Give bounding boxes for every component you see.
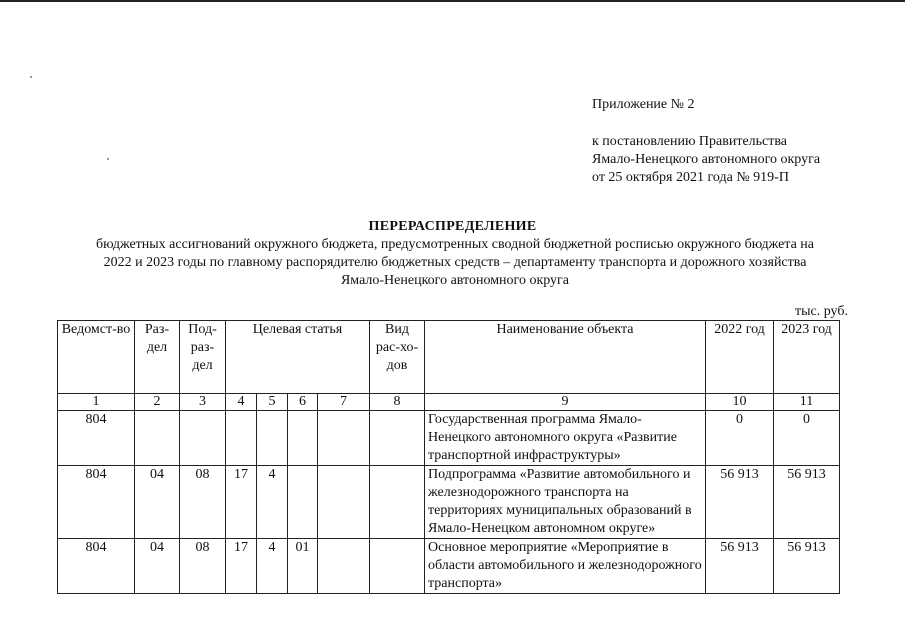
table-header-row (58, 321, 840, 394)
budget-table (57, 320, 840, 594)
cell-2022: 56 913 (706, 466, 774, 539)
cell-celevaya-4 (318, 539, 370, 594)
cell-vid-rashodov (370, 466, 425, 539)
cell-name: Подпрограмма «Развитие автомобильного и железнодорожного транспорта на территориях муниципальных образований в Ямало-Ненецком автономном округе» (425, 466, 706, 539)
cell-celevaya-2: 4 (257, 539, 288, 594)
column-number: 1 (58, 394, 135, 411)
table-row (58, 411, 840, 466)
cell-name: Государственная программа Ямало-Ненецкого автономного округа «Развитие транспортной инфраструктуры» (425, 411, 706, 466)
column-number: 11 (774, 394, 840, 411)
cell-vedomstvo: 804 (58, 411, 135, 466)
column-number: 10 (706, 394, 774, 411)
cell-vid-rashodov (370, 411, 425, 466)
header-vedomstvo: Ведомст-во (58, 321, 135, 394)
table-row (58, 466, 840, 539)
cell-name: Основное мероприятие «Мероприятие в области автомобильного и железнодорожного транспорта» (425, 539, 706, 594)
cell-celevaya-2 (257, 411, 288, 466)
header-vid-rashodov: Вид рас-хо-дов (370, 321, 425, 394)
cell-podrazdel: 08 (180, 466, 226, 539)
cell-celevaya-3: 01 (288, 539, 318, 594)
cell-razdel (135, 411, 180, 466)
header-razdel: Раз-дел (135, 321, 180, 394)
header-celevaya-statya: Целевая статья (226, 321, 370, 394)
column-number: 4 (226, 394, 257, 411)
cell-celevaya-1: 17 (226, 539, 257, 594)
subtitle-line: бюджетных ассигнований окружного бюджета, предусмотренных сводной бюджетной росписью окружного бюджета на (95, 237, 815, 252)
cell-2022: 56 913 (706, 539, 774, 594)
cell-vid-rashodov (370, 539, 425, 594)
subtitle-line: Ямало-Ненецкого автономного округа (340, 273, 570, 288)
column-number: 3 (180, 394, 226, 411)
cell-2023: 56 913 (774, 539, 840, 594)
column-number: 8 (370, 394, 425, 411)
annex-line: к постановлению Правительства (592, 134, 788, 149)
document-subtitle (40, 236, 870, 290)
units-label: тыс. руб. (795, 304, 848, 319)
cell-razdel: 04 (135, 539, 180, 594)
cell-podrazdel: 08 (180, 539, 226, 594)
subtitle-line: 2022 и 2023 годы по главному распорядителю бюджетных средств – департаменту транспорта и дорожного хозяйства (103, 255, 807, 270)
column-number: 9 (425, 394, 706, 411)
scan-speck (107, 158, 109, 160)
column-number: 2 (135, 394, 180, 411)
cell-celevaya-3 (288, 411, 318, 466)
cell-celevaya-2: 4 (257, 466, 288, 539)
cell-celevaya-1 (226, 411, 257, 466)
cell-2023: 0 (774, 411, 840, 466)
annex-line: от 25 октября 2021 года № 919-П (592, 170, 789, 185)
cell-2022: 0 (706, 411, 774, 466)
cell-celevaya-3 (288, 466, 318, 539)
cell-celevaya-4 (318, 466, 370, 539)
header-name: Наименование объекта (425, 321, 706, 394)
column-number-row (58, 394, 840, 411)
cell-celevaya-1: 17 (226, 466, 257, 539)
cell-podrazdel (180, 411, 226, 466)
cell-vedomstvo: 804 (58, 539, 135, 594)
column-number: 6 (288, 394, 318, 411)
cell-2023: 56 913 (774, 466, 840, 539)
column-number: 5 (257, 394, 288, 411)
scan-speck (30, 76, 32, 78)
annex-line: Ямало-Ненецкого автономного округа (592, 152, 821, 167)
cell-razdel: 04 (135, 466, 180, 539)
cell-vedomstvo: 804 (58, 466, 135, 539)
annex-title: Приложение № 2 (592, 97, 695, 112)
header-2023: 2023 год (774, 321, 840, 394)
header-2022: 2022 год (706, 321, 774, 394)
page-top-border (0, 0, 905, 2)
column-number: 7 (318, 394, 370, 411)
table-row (58, 539, 840, 594)
cell-celevaya-4 (318, 411, 370, 466)
document-title: ПЕРЕРАСПРЕДЕЛЕНИЕ (368, 219, 537, 234)
header-podrazdel: Под-раз-дел (180, 321, 226, 394)
annex-reference (592, 133, 820, 187)
